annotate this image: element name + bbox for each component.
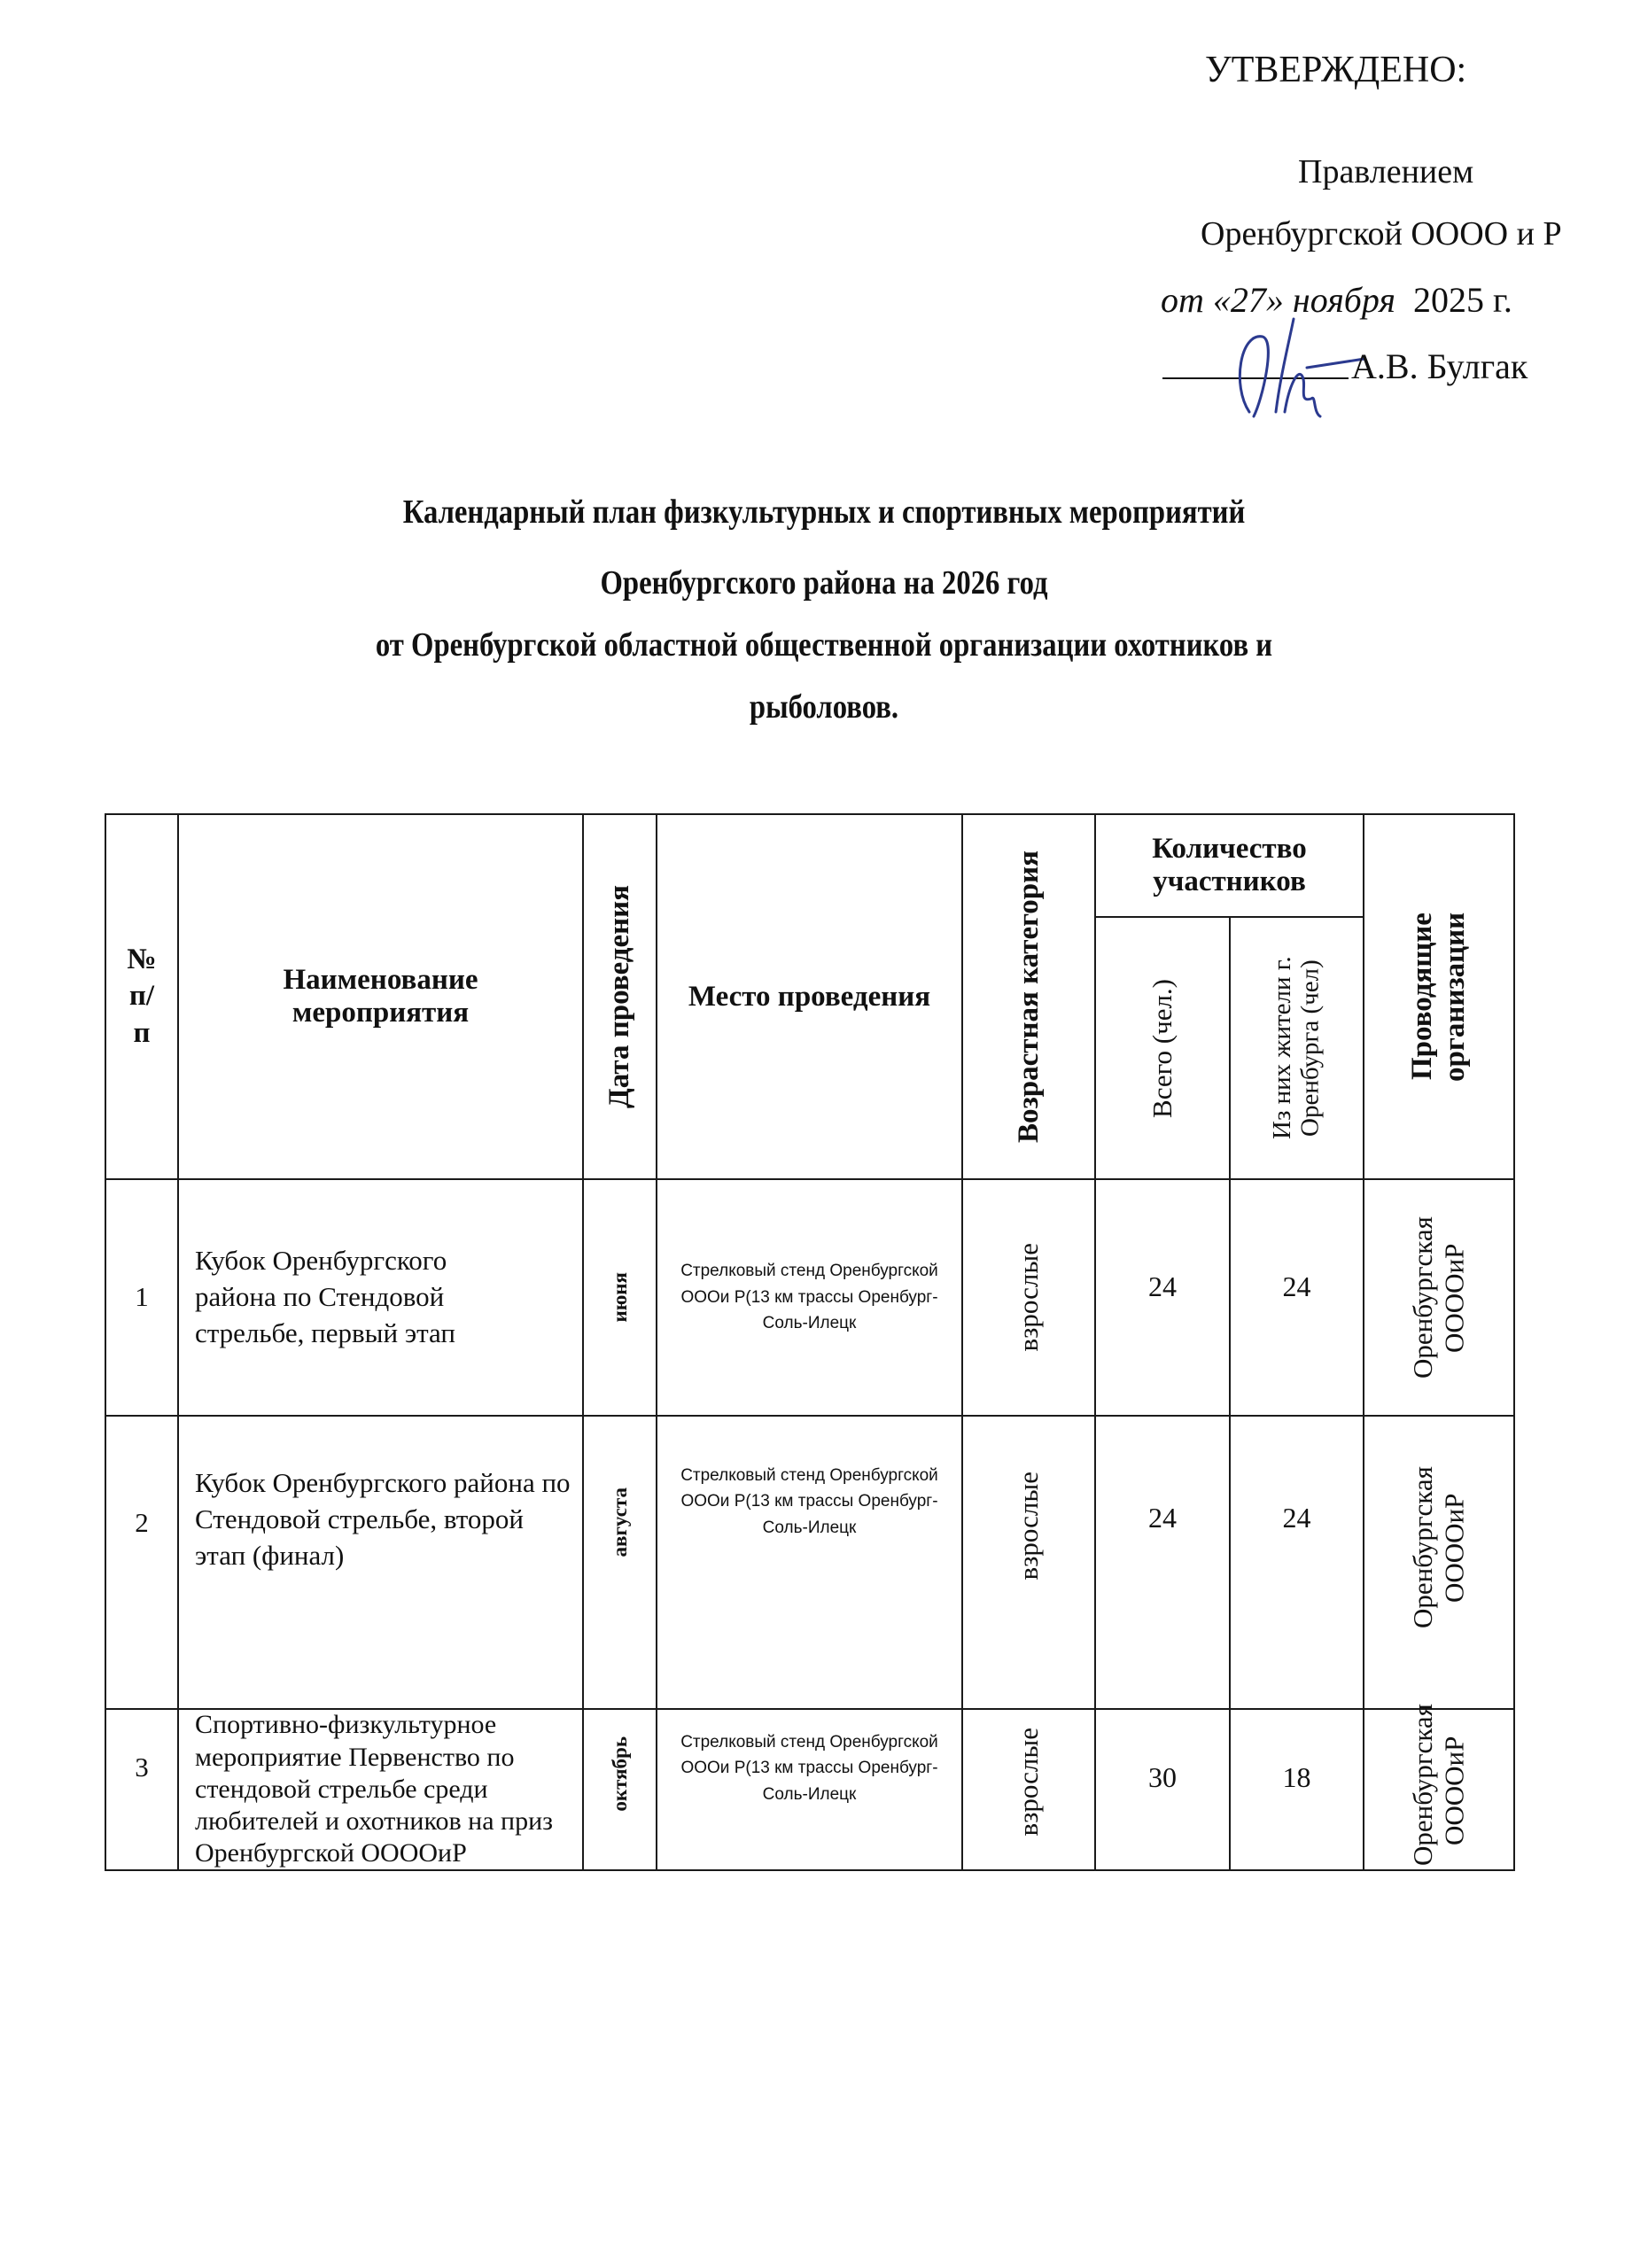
header-name-text: Наименование мероприятия: [283, 964, 478, 1029]
row-1-num-text: 1: [135, 1281, 149, 1313]
approval-date-year: 2025 г.: [1412, 280, 1512, 320]
row-3-residents: [1229, 1708, 1364, 1871]
header-name: [177, 813, 584, 1180]
row-2-organizer: [1363, 1415, 1515, 1710]
header-total: [1094, 916, 1231, 1180]
header-organizers: [1363, 813, 1515, 1180]
approval-date-prefix: от «27» ноября: [1161, 280, 1395, 320]
header-total-text: Всего (чел.): [1147, 978, 1178, 1118]
header-date-text: Дата проведения: [603, 884, 636, 1108]
header-num-line1: №: [127, 944, 157, 976]
header-place-text: Место проведения: [688, 980, 931, 1013]
header-date: [582, 813, 657, 1180]
row-2-place: [656, 1415, 963, 1710]
row-2-residents-text: 24: [1282, 1502, 1311, 1534]
approval-body-line2: Оренбургской ОООО и Р: [1201, 215, 1562, 252]
row-3-date-text: октябрь: [608, 1736, 631, 1812]
row-2-residents: [1229, 1415, 1364, 1710]
row-2-date: [582, 1415, 657, 1710]
header-age-text: Возрастная категория: [1012, 850, 1045, 1143]
row-1-date: [582, 1178, 657, 1417]
row-2-date-text: августа: [608, 1487, 631, 1557]
header-num-line3: п: [133, 1016, 151, 1049]
row-1-date-text: июня: [608, 1272, 631, 1323]
approval-heading: УТВЕРЖДЕНО:: [1205, 50, 1467, 90]
header-num: [105, 813, 179, 1180]
document-title-line3: от Оренбургской областной общественной организации охотников и: [375, 626, 1273, 664]
row-2-place-text: Стрелковый стенд Оренбургской ОООи Р(13 км трассы Оренбург-Соль-Илецк: [680, 1466, 938, 1537]
row-1-name: [177, 1178, 584, 1417]
row-2-name: [177, 1415, 584, 1710]
row-3-age: [961, 1708, 1096, 1871]
header-place: [656, 813, 963, 1180]
row-1-organizer: [1363, 1178, 1515, 1417]
approval-signatory: А.В. Булгак: [1351, 346, 1528, 386]
row-3-date: [582, 1708, 657, 1871]
row-1-total: [1094, 1178, 1231, 1417]
row-1-total-text: 24: [1148, 1270, 1177, 1302]
header-participants: [1094, 813, 1364, 918]
row-1-residents-text: 24: [1282, 1270, 1311, 1302]
row-3-residents-text: 18: [1282, 1761, 1311, 1793]
header-participants-text: Количество участников: [1152, 833, 1307, 897]
row-3-organizer-text: Оренбургская ООООиР: [1407, 1704, 1470, 1866]
row-3-num: [105, 1708, 179, 1871]
document-title-line4: рыболовов.: [749, 688, 899, 726]
row-1-age-text: взрослые: [1013, 1243, 1044, 1352]
row-1-residents: [1229, 1178, 1364, 1417]
row-2-total-text: 24: [1148, 1502, 1177, 1534]
row-2-name-text: Кубок Оренбургского района по Стендовой стрельбе, второй этап (финал): [195, 1467, 571, 1571]
row-1-place-text: Стрелковый стенд Оренбургской ОООи Р(13 км трассы Оренбург-Соль-Илецк: [680, 1262, 938, 1333]
row-3-place: [656, 1708, 963, 1871]
row-3-total: [1094, 1708, 1231, 1871]
row-2-num-text: 2: [135, 1507, 149, 1538]
row-3-organizer: [1363, 1704, 1515, 1871]
row-1-name-text: Кубок Оренбургского района по Стендовой стрельбе, первый этап: [195, 1245, 456, 1348]
row-1-place: [656, 1178, 963, 1417]
row-3-name: [177, 1708, 584, 1871]
row-2-total: [1094, 1415, 1231, 1710]
header-organizers-text: Проводящие организации: [1406, 912, 1471, 1082]
row-2-age-text: взрослые: [1013, 1472, 1044, 1581]
row-1-age: [961, 1178, 1096, 1417]
header-residents: [1229, 916, 1364, 1180]
row-3-name-text: Спортивно-физкультурное мероприятие Первенство по стендовой стрельбе среди любителей и охотников на приз Оренбургской ООООиР: [195, 1710, 554, 1868]
header-num-line2: п/: [128, 980, 155, 1013]
row-3-total-text: 30: [1148, 1761, 1177, 1793]
row-3-num-text: 3: [135, 1751, 149, 1783]
row-1-organizer-text: Оренбургская ООООиР: [1407, 1216, 1470, 1379]
header-age: [961, 813, 1096, 1180]
row-2-organizer-text: Оренбургская ООООиР: [1407, 1466, 1470, 1629]
row-2-age: [961, 1415, 1096, 1710]
row-3-place-text: Стрелковый стенд Оренбургской ОООи Р(13 км трассы Оренбург-Соль-Илецк: [680, 1733, 938, 1804]
document-title-line1: Календарный план физкультурных и спортивных мероприятий: [402, 493, 1246, 531]
document-title-line2: Оренбургского района на 2026 год: [600, 564, 1048, 602]
header-residents-text: Из них жители г. Оренбурга (чел): [1268, 956, 1325, 1140]
row-2-num: [105, 1415, 179, 1710]
row-3-age-text: взрослые: [1013, 1728, 1044, 1837]
row-1-num: [105, 1178, 179, 1417]
approval-body-line1: Правлением: [1298, 153, 1474, 190]
